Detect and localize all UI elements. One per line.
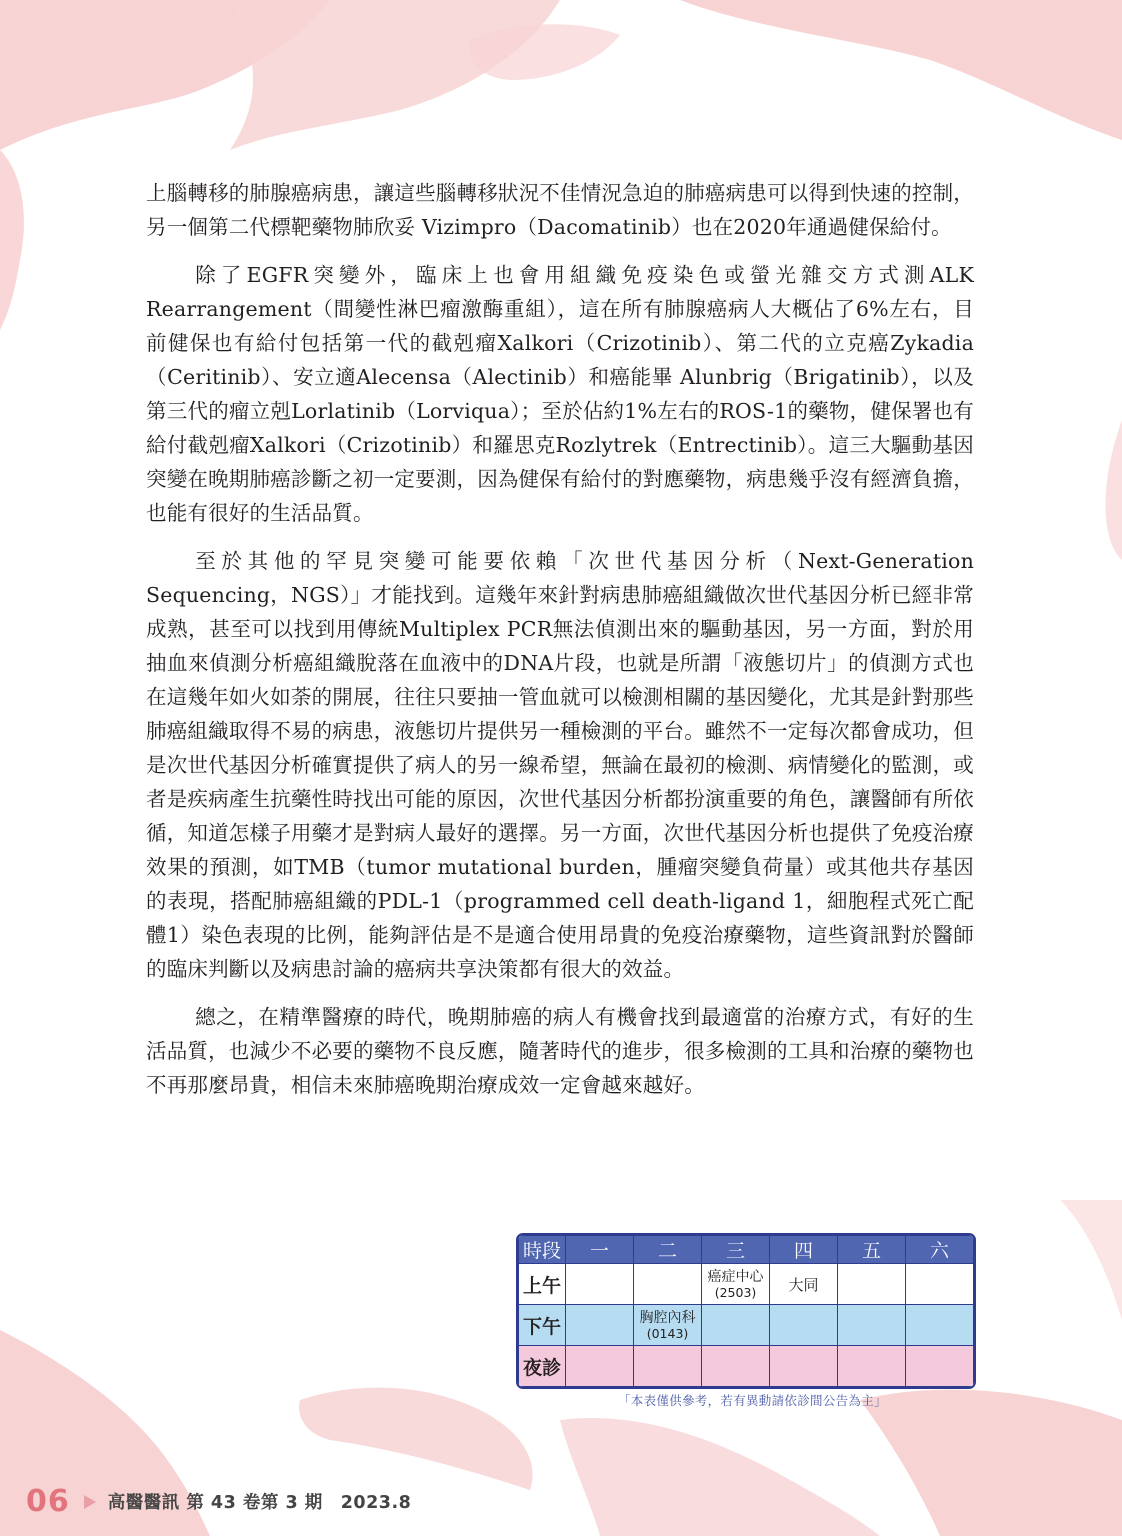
schedule-disclaimer: 「本表僅供參考，若有異動請依診間公告為主」 <box>618 1393 887 1408</box>
header-friday: 五 <box>838 1236 906 1264</box>
header-tuesday: 二 <box>634 1236 702 1264</box>
header-saturday: 六 <box>906 1236 974 1264</box>
schedule-cell <box>906 1305 974 1346</box>
schedule-cell <box>634 1264 702 1305</box>
brush-stroke-left-edge <box>0 150 24 330</box>
schedule-cell <box>702 1305 770 1346</box>
schedule-cell-chest-medicine <box>634 1305 702 1346</box>
clinic-code: (0143) <box>646 1325 689 1341</box>
schedule-cell <box>566 1264 634 1305</box>
schedule-row-night <box>519 1346 974 1387</box>
clinic-schedule-table <box>516 1233 976 1389</box>
paragraph-4: 總之，在精準醫療的時代，晚期肺癌的病人有機會找到最適當的治療方式，有好的生活品質，也減少不必要的藥物不良反應，隨著時代的進步，很多檢測的工具和治療的藥物也不再那麼昂貴，相信未來肺癌晚期治療成效一定會越來越好。 <box>146 1005 974 1097</box>
triangle-arrow-icon <box>84 1495 96 1509</box>
brush-stroke-bottom-center <box>299 1388 533 1490</box>
page-number: 06 <box>26 1484 70 1519</box>
paragraph-2: 除了EGFR突變外，臨床上也會用組織免疫染色或螢光雜交方式測ALK Rearrangement（間變性淋巴瘤激酶重組），這在所有肺腺癌病人大概佔了6%左右，目前健保也有給付包括第一代的截剋瘤Xalkori（Crizotinib）、第二代的立克癌Zykadia（Ceritinib）、安立適Alecensa（Alectinib）和癌能畢 Alunbrig（Brigatinib），以及第三代的瘤立剋Lorlatinib（Lorviqua）；至於佔約1%左右的ROS-1的藥物，健保署也有給付截剋瘤Xalkori（Crizotinib）和羅思克Rozlytrek（Entrectinib）。這三大驅動基因突變在晚期肺癌診斷之初一定要測，因為健保有給付的對應藥物，病患幾乎沒有經濟負擔，也能有很好的生活品質。 <box>146 263 974 525</box>
schedule-cell <box>906 1346 974 1387</box>
clinic-name: 胸腔內科 <box>639 1309 696 1326</box>
clinic-name: 癌症中心 <box>707 1268 764 1285</box>
brush-stroke-right-lower <box>1060 1200 1122 1320</box>
brush-stroke-right-edge <box>1106 420 1122 560</box>
schedule-cell <box>838 1346 906 1387</box>
brush-stroke-top-right <box>680 0 1122 140</box>
schedule-cell <box>634 1346 702 1387</box>
header-wednesday: 三 <box>702 1236 770 1264</box>
schedule-cell <box>566 1346 634 1387</box>
schedule-row-afternoon <box>519 1305 974 1346</box>
schedule-cell <box>770 1346 838 1387</box>
schedule-row-morning <box>519 1264 974 1305</box>
article-body <box>146 176 974 1116</box>
row-label-night: 夜診 <box>519 1346 566 1387</box>
brush-stroke-bottom-right-2 <box>860 1390 1122 1536</box>
row-label-morning: 上午 <box>519 1264 566 1305</box>
schedule-cell <box>702 1346 770 1387</box>
schedule-cell <box>906 1264 974 1305</box>
schedule-cell-datong <box>770 1264 838 1305</box>
clinic-name: 大同 <box>788 1275 819 1294</box>
schedule-cell <box>566 1305 634 1346</box>
schedule-cell-oncology <box>702 1264 770 1305</box>
schedule-cell <box>838 1264 906 1305</box>
brush-stroke-bottom-right-1 <box>560 1418 880 1536</box>
schedule-cell <box>770 1305 838 1346</box>
page-footer <box>26 1484 411 1519</box>
paragraph-1: 上腦轉移的肺腺癌病患，讓這些腦轉移狀況不佳情況急迫的肺癌病患可以得到快速的控制，另一個第二代標靶藥物肺欣妥 Vizimpro（Dacomatinib）也在2020年通過健保給付。 <box>146 181 974 239</box>
header-thursday: 四 <box>770 1236 838 1264</box>
header-time-slot: 時段 <box>519 1236 566 1264</box>
paragraph-3: 至於其他的罕見突變可能要依賴「次世代基因分析（Next-Generation Sequencing，NGS）」才能找到。這幾年來針對病患肺癌組織做次世代基因分析已經非常成熟，甚至可以找到用傳統Multiplex PCR無法偵測出來的驅動基因，另一方面，對於用抽血來偵測分析癌組織脫落在血液中的DNA片段，也就是所謂「液態切片」的偵測方式也在這幾年如火如荼的開展，往往只要抽一管血就可以檢測相關的基因變化，尤其是針對那些肺癌組織取得不易的病患，液態切片提供另一種檢測的平台。雖然不一定每次都會成功，但是次世代基因分析確實提供了病人的另一線希望，無論在最初的檢測、病情變化的監測，或者是疾病產生抗藥性時找出可能的原因，次世代基因分析都扮演重要的角色，讓醫師有所依循，知道怎樣子用藥才是對病人最好的選擇。另一方面，次世代基因分析也提供了免疫治療效果的預測，如TMB（tumor mutational burden，腫瘤突變負荷量）或其他共存基因的表現，搭配肺癌組織的PDL-1（programmed cell death-ligand 1，細胞程式死亡配體1）染色表現的比例，能夠評估是不是適合使用昂貴的免疫治療藥物，這些資訊對於醫師的臨床判斷以及病患討論的癌病共享決策都有很大的效益。 <box>146 549 974 981</box>
clinic-code: (2503) <box>714 1284 757 1300</box>
schedule-header-row <box>519 1236 974 1264</box>
schedule-cell <box>838 1305 906 1346</box>
row-label-afternoon: 下午 <box>519 1305 566 1346</box>
header-monday: 一 <box>566 1236 634 1264</box>
journal-title: 高醫醫訊 第 43 卷第 3 期 2023.8 <box>107 1493 412 1513</box>
